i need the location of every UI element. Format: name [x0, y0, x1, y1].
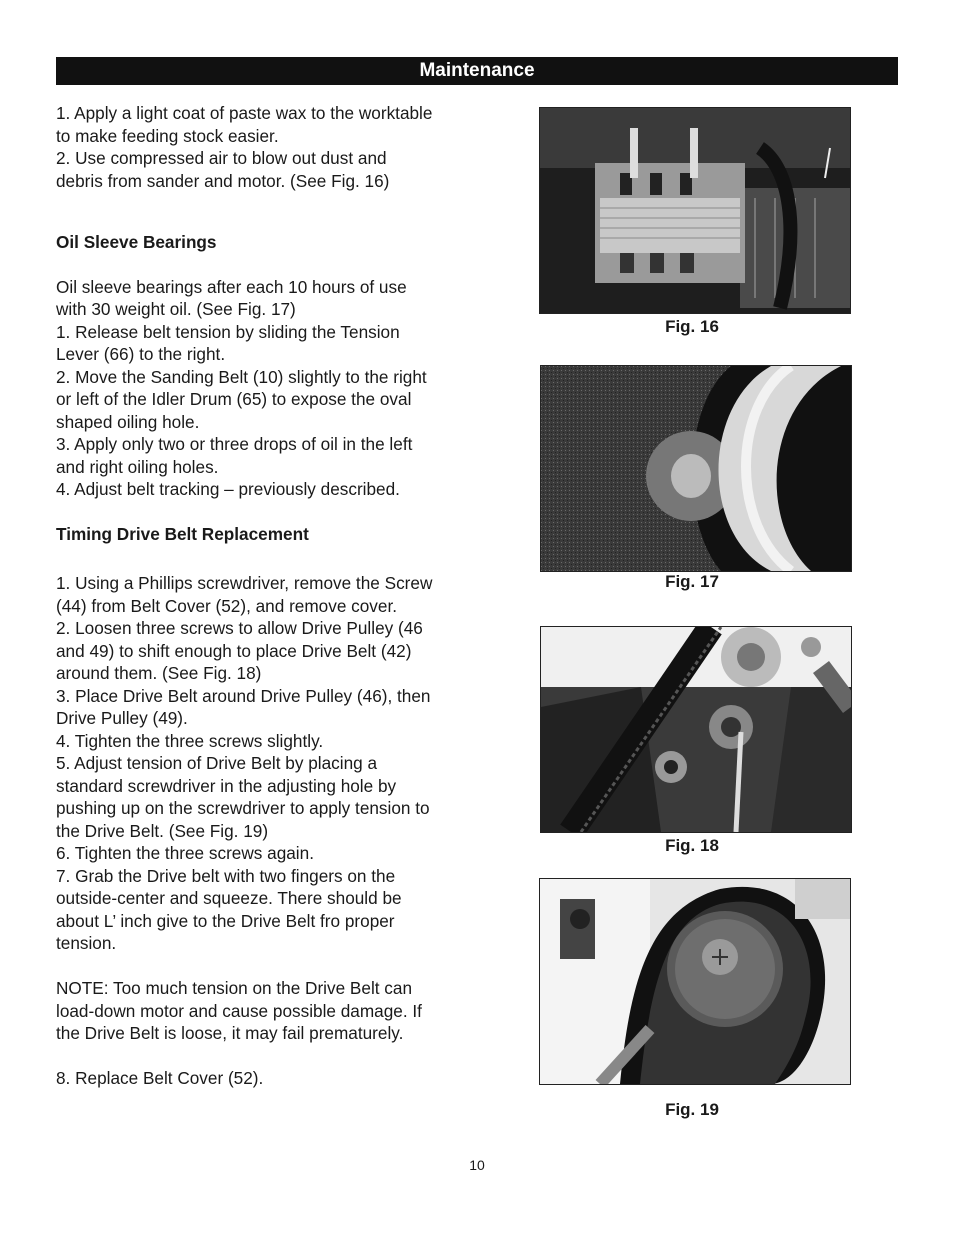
text-line: 2. Loosen three screws to allow Drive Pulley (46 — [56, 618, 423, 638]
text-line: 5. Adjust tension of Drive Belt by placing a — [56, 753, 378, 773]
section-banner: Maintenance — [56, 57, 898, 85]
note-line: load-down motor and cause possible damage. If — [56, 1000, 422, 1021]
text-line: or left of the Idler Drum (65) to expose the oval — [56, 389, 412, 409]
text-line: shaped oiling hole. — [56, 411, 200, 432]
text-line: Lever (66) to the right. — [56, 344, 226, 364]
text-line: 3. Place Drive Belt around Drive Pulley (46), then — [56, 685, 431, 706]
text-line: and 49) to shift enough to place Drive Belt (42) — [56, 640, 412, 661]
text-line: outside-center and squeeze. There should be — [56, 888, 402, 908]
figure-19-caption: Fig. 19 — [665, 1100, 719, 1119]
figure-17-photo — [540, 365, 852, 572]
oil-sleeve-heading: Oil Sleeve Bearings — [56, 231, 217, 252]
figure-17-caption: Fig. 17 — [665, 572, 719, 591]
figure-19-photo — [539, 878, 851, 1085]
note-line: the Drive Belt is loose, it may fail prematurely. — [56, 1023, 404, 1043]
text-line: pushing up on the screwdriver to apply tension to — [56, 798, 430, 818]
text-line: 4. Adjust belt tracking – previously described. — [56, 479, 400, 499]
text-line: to make feeding stock easier. — [56, 125, 279, 146]
text-line: 7. Grab the Drive belt with two fingers on the — [56, 865, 396, 886]
figure-18-caption: Fig. 18 — [665, 836, 719, 855]
note-line: NOTE: Too much tension on the Drive Belt can — [56, 978, 413, 998]
text-line: the Drive Belt. (See Fig. 19) — [56, 820, 269, 841]
text-line: 8. Replace Belt Cover (52). — [56, 1068, 264, 1088]
text-line: Oil sleeve bearings after each 10 hours of use — [56, 276, 407, 297]
text-line: 1. Using a Phillips screwdriver, remove the Screw — [56, 573, 433, 593]
text-line: 2. Use compressed air to blow out dust and — [56, 148, 387, 168]
text-line: 1. Apply a light coat of paste wax to the worktable — [56, 103, 433, 123]
text-column — [56, 102, 476, 1090]
text-line: 6. Tighten the three screws again. — [56, 843, 314, 863]
text-line: Drive Pulley (49). — [56, 708, 188, 728]
figure-16-caption: Fig. 16 — [665, 317, 719, 336]
text-line: with 30 weight oil. (See Fig. 17) — [56, 299, 296, 319]
figure-18-photo — [540, 626, 852, 833]
timing-belt-heading: Timing Drive Belt Replacement — [56, 524, 309, 544]
text-line: 2. Move the Sanding Belt (10) slightly to the right — [56, 366, 427, 387]
text-line: 4. Tighten the three screws slightly. — [56, 730, 324, 751]
text-line: debris from sander and motor. (See Fig. 16) — [56, 170, 390, 191]
text-line: tension. — [56, 933, 117, 953]
text-line: around them. (See Fig. 18) — [56, 663, 262, 683]
text-line: about L’ inch give to the Drive Belt fro proper — [56, 910, 395, 931]
figure-16-photo — [539, 107, 851, 314]
text-line: 1. Release belt tension by sliding the Tension — [56, 321, 400, 342]
page-number: 10 — [469, 1157, 485, 1173]
text-line: standard screwdriver in the adjusting hole by — [56, 775, 397, 796]
text-line: 3. Apply only two or three drops of oil in the left — [56, 434, 413, 454]
text-line: (44) from Belt Cover (52), and remove cover. — [56, 595, 398, 616]
text-line: and right oiling holes. — [56, 456, 219, 477]
